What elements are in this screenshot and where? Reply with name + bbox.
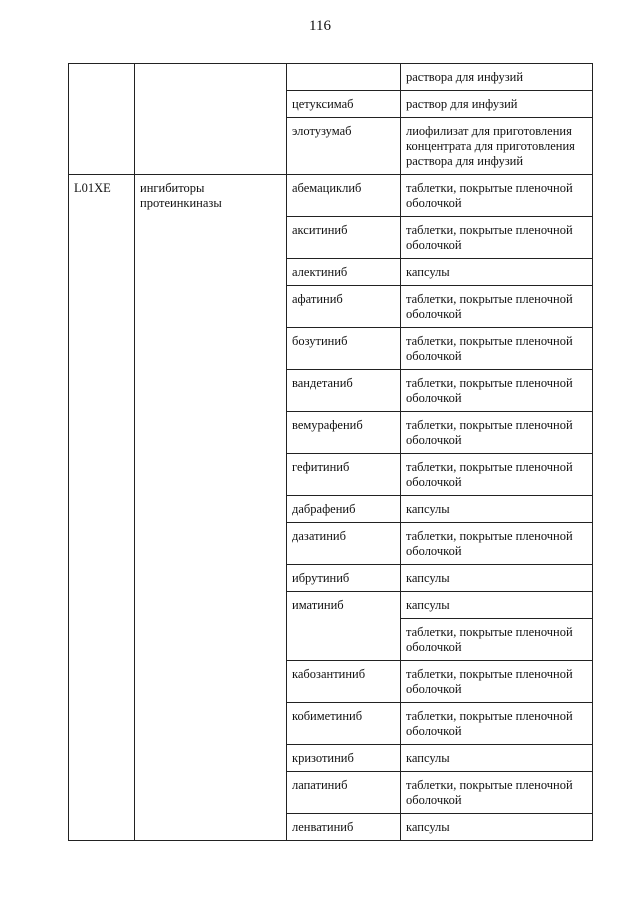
dosage-form-cell: таблетки, покрытые пленочной оболочкой (401, 661, 593, 703)
drug-name-cell: иматиниб (287, 592, 401, 661)
dosage-form-cell: капсулы (401, 745, 593, 772)
drug-name-cell: афатиниб (287, 286, 401, 328)
drug-name-cell: лапатиниб (287, 772, 401, 814)
drug-name-cell: гефитиниб (287, 454, 401, 496)
drug-name-cell: дабрафениб (287, 496, 401, 523)
dosage-form-cell: капсулы (401, 592, 593, 619)
drug-name-cell (287, 64, 401, 91)
drug-name-cell: кобиметиниб (287, 703, 401, 745)
drug-name-cell: акситиниб (287, 217, 401, 259)
group-name-cell: ингибиторы протеинкиназы (135, 175, 287, 841)
table-row (69, 175, 593, 217)
dosage-form-cell: капсулы (401, 259, 593, 286)
atc-code-cell: L01XE (69, 175, 135, 841)
dosage-form-cell: таблетки, покрытые пленочной оболочкой (401, 703, 593, 745)
dosage-form-cell: капсулы (401, 565, 593, 592)
drug-name-cell: вандетаниб (287, 370, 401, 412)
drug-name-cell: алектиниб (287, 259, 401, 286)
drug-name-cell: кабозантиниб (287, 661, 401, 703)
drug-name-cell: элотузумаб (287, 118, 401, 175)
atc-code-cell (69, 64, 135, 175)
drug-name-cell: кризотиниб (287, 745, 401, 772)
dosage-form-cell: таблетки, покрытые пленочной оболочкой (401, 523, 593, 565)
dosage-form-cell: таблетки, покрытые пленочной оболочкой (401, 772, 593, 814)
drug-table (68, 63, 593, 841)
dosage-form-cell: таблетки, покрытые пленочной оболочкой (401, 454, 593, 496)
drug-name-cell: вемурафениб (287, 412, 401, 454)
group-name-cell (135, 64, 287, 175)
drug-name-cell: дазатиниб (287, 523, 401, 565)
drug-name-cell: ленватиниб (287, 814, 401, 841)
dosage-form-cell: таблетки, покрытые пленочной оболочкой (401, 175, 593, 217)
dosage-form-cell: таблетки, покрытые пленочной оболочкой (401, 217, 593, 259)
dosage-form-cell: таблетки, покрытые пленочной оболочкой (401, 412, 593, 454)
drug-name-cell: ибрутиниб (287, 565, 401, 592)
dosage-form-cell: капсулы (401, 496, 593, 523)
table-row (69, 64, 593, 91)
dosage-form-cell: капсулы (401, 814, 593, 841)
dosage-form-cell: раствор для инфузий (401, 91, 593, 118)
drug-name-cell: цетуксимаб (287, 91, 401, 118)
dosage-form-cell: таблетки, покрытые пленочной оболочкой (401, 286, 593, 328)
drug-name-cell: бозутиниб (287, 328, 401, 370)
dosage-form-cell: лиофилизат для приготовления концентрата для приготовления раствора для инфузий (401, 118, 593, 175)
dosage-form-cell: таблетки, покрытые пленочной оболочкой (401, 370, 593, 412)
drug-name-cell: абемациклиб (287, 175, 401, 217)
dosage-form-cell: таблетки, покрытые пленочной оболочкой (401, 619, 593, 661)
dosage-form-cell: таблетки, покрытые пленочной оболочкой (401, 328, 593, 370)
dosage-form-cell: раствора для инфузий (401, 64, 593, 91)
page-number: 116 (309, 18, 331, 34)
